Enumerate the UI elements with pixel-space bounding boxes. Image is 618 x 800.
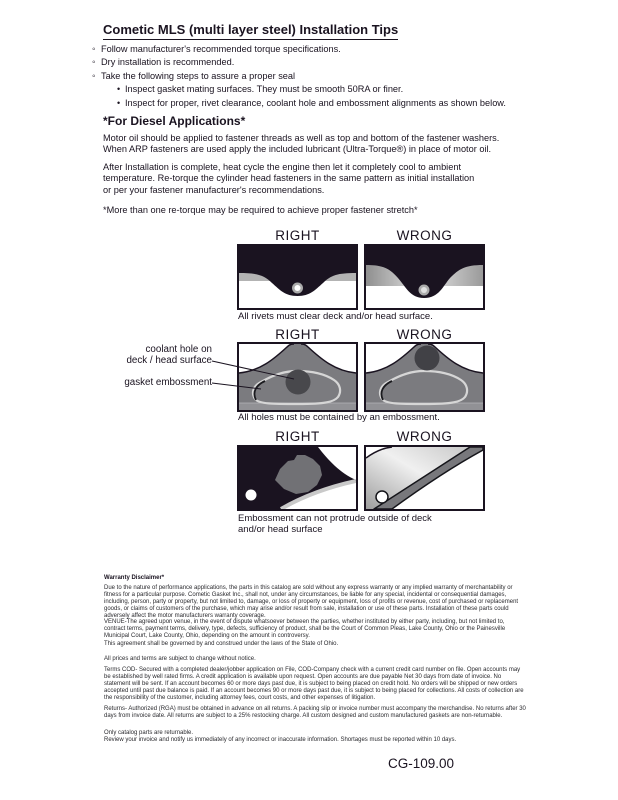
list-item	[117, 83, 506, 96]
circle-bullet-icon: ◦	[92, 70, 96, 82]
caption-line: Embossment can not protrude outside of deck	[238, 513, 432, 524]
coolant-hole-callout	[58, 344, 212, 366]
diesel-paragraph-1	[103, 133, 499, 156]
list-item	[92, 70, 506, 83]
paragraph-line: or per your fastener manufacturer's recommendations.	[103, 184, 325, 195]
tip-text: Take the following steps to assure a proper seal	[101, 70, 296, 81]
right-label-row2: RIGHT	[275, 327, 320, 342]
wrong-label-row2: WRONG	[396, 327, 453, 342]
list-item	[92, 43, 506, 56]
bolt-hole	[376, 491, 388, 503]
diagram-protrude-right	[237, 445, 358, 511]
diagram-rivet-right	[237, 244, 358, 310]
rivet-wrong-graphic	[366, 246, 483, 308]
tip-text: Dry installation is recommended.	[101, 57, 235, 68]
bolt-hole	[246, 490, 257, 501]
diagram-hole-wrong	[364, 342, 485, 412]
review-invoice-paragraph: Review your invoice and notify us immediately of any incorrect or inaccurate information. Shortages must be reported within 10 days.	[104, 737, 457, 743]
caption-line: and/or head surface	[238, 523, 323, 535]
governing-law-paragraph: This agreement shall be governed by and construed under the laws of the State of Ohio.	[104, 641, 339, 647]
tip-text: Inspect for proper, rivet clearance, coolant hole and embossment alignments as shown below.	[125, 97, 506, 108]
callout-leader-lines	[205, 353, 305, 398]
circle-bullet-icon: ◦	[92, 57, 96, 69]
dot-bullet-icon: •	[117, 97, 121, 108]
rivet-right-graphic	[239, 246, 356, 308]
callout-line: deck / head surface	[126, 355, 212, 366]
row3-caption	[238, 514, 432, 535]
terms-cod-paragraph: Terms COD- Secured with a completed dealer/jobber application on File, COD-Company check with a current credit card number on file. Open accounts may be established by well rated firms. A credit application is available upon request. Open accounts are due payable Net 30 days from date of invoice. No statement will be sent. If an account becomes 60 or more days past due, it is subject to being placed on credit hold. No orders will be shipped or new orders accepted until past due balance is paid. If an account becomes 90 or more days past due, it is subject to being placed for collections. All costs of collection are the responsibility of the customer, including attorney fees, court costs, and other expenses of litigation.	[104, 667, 524, 701]
diesel-note: *More than one re-torque may be required to achieve proper fastener stretch*	[103, 205, 418, 215]
tip-text: Follow manufacturer's recommended torque specifications.	[101, 44, 341, 54]
catalog-parts-paragraph: Only catalog parts are returnable.	[104, 730, 194, 736]
diagram-rivet-wrong	[364, 244, 485, 310]
coolant-hole	[415, 346, 440, 371]
gasket-embossment-callout: gasket embossment	[124, 377, 212, 388]
right-label-row1: RIGHT	[275, 228, 320, 243]
warranty-disclaimer-heading: Warranty Disclaimer*	[104, 575, 165, 581]
protrude-right-graphic	[239, 447, 356, 509]
dot-bullet-icon: •	[117, 84, 121, 95]
wrong-label-row1: WRONG	[396, 228, 453, 243]
paragraph-line: After Installation is complete, heat cycle the engine then let it completely cool to ambient	[103, 162, 461, 172]
installation-tips-list	[92, 43, 506, 110]
diesel-paragraph-2	[103, 162, 474, 196]
hole-wrong-graphic	[366, 344, 483, 410]
row1-caption: All rivets must clear deck and/or head surface.	[238, 311, 433, 322]
right-label-row3: RIGHT	[275, 429, 320, 444]
warranty-paragraph: Due to the nature of performance applications, the parts in this catalog are sold without any express warranty or any implied warranty of merchantability or fitness for a particular purpose. Cometic Gasket Inc., shall not, under any circumstances, be liable for any special, incidental or consequential damages, including, person, party or property, but not limited to, damage, or loss of property or equipment, loss of profits or revenue, cost of purchased or replacement goods, or claims of customers of the purchase, which may arise and/or result from sale, installation or use of these parts. Installation of these parts could adversely affect the motor manufacturers warranty coverage.	[104, 585, 519, 619]
list-item	[92, 56, 506, 69]
venue-paragraph: VENUE-The agreed upon venue, in the event of dispute whatsoever between the parties, whether instituted by either party, including, but not limited to, contract terms, payment terms, delivery, type, defects, sufficiency of product, shall be the Court of Common Pleas, Lake County, Ohio or the Painesville Municipal Court, Lake County, Ohio, depending on the amount in controversy.	[104, 619, 506, 639]
tip-text: Inspect gasket mating surfaces. They must be smooth 50RA or finer.	[125, 84, 404, 95]
page-title: Cometic MLS (multi layer steel) Installation Tips	[103, 22, 398, 40]
page-code: CG-109.00	[388, 756, 455, 771]
diagram-protrude-wrong	[364, 445, 485, 511]
paragraph-line: Motor oil should be applied to fastener threads as well as top and bottom of the fastener washers.	[103, 133, 500, 143]
list-item	[117, 97, 506, 110]
diesel-section-heading: *For Diesel Applications*	[103, 114, 246, 128]
protrude-wrong-graphic	[366, 447, 483, 509]
wrong-label-row3: WRONG	[396, 429, 453, 444]
circle-bullet-icon: ◦	[92, 44, 96, 55]
paragraph-line: When ARP fasteners are used apply the included lubricant (Ultra-Torque®) in place of motor oil.	[103, 144, 492, 155]
paragraph-line: temperature. Re-torque the cylinder head fasteners in the same pattern as initial installation	[103, 173, 475, 184]
callout-line: coolant hole on	[145, 344, 212, 355]
prices-paragraph: All prices and terms are subject to change without notice.	[104, 656, 256, 662]
returns-paragraph: Returns- Authorized (RGA) must be obtained in advance on all returns. A packing slip or invoice number must accompany the merchandise. No returns after 30 days from invoice date. All returns are subject to a 25% restocking charge. All custom designed and custom manufactured gaskets are non-returnable.	[104, 706, 526, 719]
row2-caption: All holes must be contained by an embossment.	[238, 412, 440, 423]
